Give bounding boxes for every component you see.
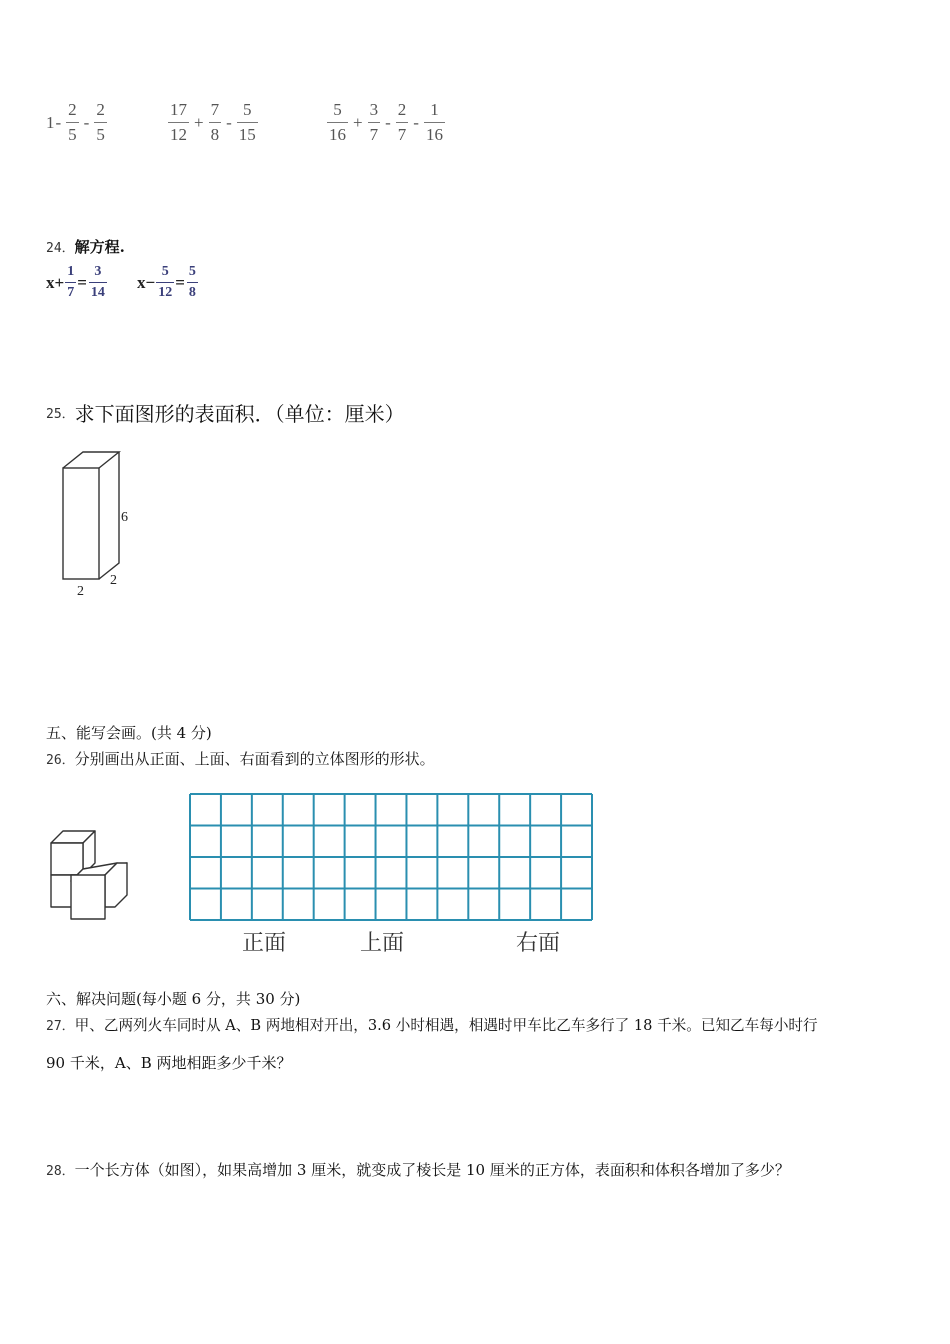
fraction (156, 264, 174, 301)
q28-heading (46, 1159, 790, 1180)
question-number: 28． (46, 1164, 75, 1179)
numerator: 1 (430, 100, 439, 119)
denominator: 5 (68, 125, 77, 144)
grid-label-top: 上面 (360, 931, 405, 956)
denominator: 16 (329, 125, 346, 144)
fraction-bar (66, 122, 79, 123)
question-number: 26． (46, 753, 75, 768)
q26-heading (46, 748, 435, 769)
question-text: 甲、乙两列火车同时从 A、B 两地相对开出，3.6 小时相遇，相遇时甲车比乙车多行了 18 千米。已知乙车每小时行 (74, 1017, 818, 1034)
denominator: 12 (158, 285, 173, 300)
q27-line-2: 90 千米，A、B 两地相距多少千米？ (46, 1054, 292, 1072)
question-number: 24． (46, 241, 75, 256)
question-title: 解方程. (74, 238, 125, 256)
denominator: 7 (369, 125, 379, 144)
fraction-bar (209, 122, 222, 123)
numerator: 3 (94, 264, 102, 279)
fraction-bar (65, 282, 76, 283)
numerator: 3 (369, 100, 379, 119)
fraction (327, 100, 348, 145)
fraction (168, 100, 189, 145)
cuboid-side-face (99, 452, 119, 579)
section-5-title: 五、能写会画。(共 4 分) (46, 724, 212, 742)
numerator: 2 (397, 100, 407, 119)
operator: - (413, 112, 419, 132)
cuboid-top-face (63, 452, 119, 468)
equation-lhs: x− (137, 272, 156, 292)
numerator: 5 (161, 264, 169, 279)
numerator: 2 (96, 100, 105, 119)
question-title: 分别画出从正面、上面、右面看到的立体图形的形状。 (74, 750, 435, 768)
denominator: 7 (67, 285, 75, 300)
grid-label-right: 右面 (516, 931, 561, 956)
operator: - (83, 112, 90, 132)
numerator: 5 (333, 100, 342, 119)
fraction-bar (187, 282, 198, 283)
denominator: 5 (96, 125, 105, 144)
fraction (89, 264, 107, 301)
cuboid-figure (50, 448, 150, 603)
q24-heading (46, 236, 125, 257)
operator: - (226, 112, 232, 132)
numerator: 1 (67, 264, 75, 279)
fraction (368, 100, 381, 145)
denominator: 8 (210, 125, 220, 144)
fraction-bar (94, 122, 107, 123)
numerator: 5 (243, 100, 252, 119)
expression-2 (164, 100, 262, 145)
operator: + (353, 112, 363, 132)
fraction (396, 100, 409, 145)
expression-1 (46, 100, 111, 145)
denominator: 16 (425, 125, 443, 144)
fraction-bar (156, 282, 174, 283)
fraction-bar (424, 122, 445, 123)
fraction-bar (396, 122, 409, 123)
denominator: 7 (397, 125, 407, 144)
section-6-title: 六、解决问题(每小题 6 分，共 30 分) (46, 990, 301, 1008)
denominator: 15 (238, 125, 256, 144)
fraction-bar (368, 122, 381, 123)
fraction (66, 100, 79, 145)
cube-front (51, 843, 83, 875)
expression-3 (323, 100, 449, 145)
fraction (209, 100, 222, 145)
question-title: 求下面图形的表面积．（单位：厘米） (74, 402, 405, 426)
operator: - (385, 112, 391, 132)
equals-sign: = (175, 272, 185, 292)
q25-heading (46, 398, 405, 427)
fraction (65, 264, 76, 301)
numerator: 5 (188, 264, 196, 279)
equation-1 (46, 264, 109, 301)
height-label: 6 (121, 510, 128, 525)
lead-number: 1 (46, 112, 55, 132)
grid-label-front: 正面 (242, 931, 287, 956)
denominator: 8 (188, 285, 196, 300)
cuboid-front-face (63, 468, 99, 579)
numerator: 7 (210, 100, 220, 119)
question-number: 25． (46, 407, 75, 422)
fraction-bar (168, 122, 189, 123)
cube-stack-figure (46, 826, 136, 924)
cube-front (71, 875, 105, 919)
question-text: 一个长方体（如图），如果高增加 3 厘米，就变成了棱长是 10 厘米的正方体，表面积和体积各增加了多少？ (74, 1161, 790, 1179)
fraction-bar (327, 122, 348, 123)
operator: - (55, 112, 62, 132)
drawing-grid[interactable] (188, 792, 594, 924)
fraction (187, 264, 198, 301)
depth-label: 2 (110, 573, 117, 588)
equation-2 (137, 264, 200, 301)
equation-lhs: x+ (46, 272, 65, 292)
fraction-bar (237, 122, 258, 123)
fraction (94, 100, 107, 145)
fraction (424, 100, 445, 145)
equals-sign: = (77, 272, 87, 292)
width-label: 2 (77, 584, 84, 599)
question-number: 27． (46, 1019, 75, 1034)
numerator: 17 (170, 100, 187, 119)
q27-line-1 (46, 1014, 818, 1035)
numerator: 2 (68, 100, 77, 119)
operator: + (194, 112, 204, 132)
denominator: 12 (170, 125, 187, 144)
fraction (237, 100, 258, 145)
fraction-bar (89, 282, 107, 283)
denominator: 14 (90, 285, 105, 300)
